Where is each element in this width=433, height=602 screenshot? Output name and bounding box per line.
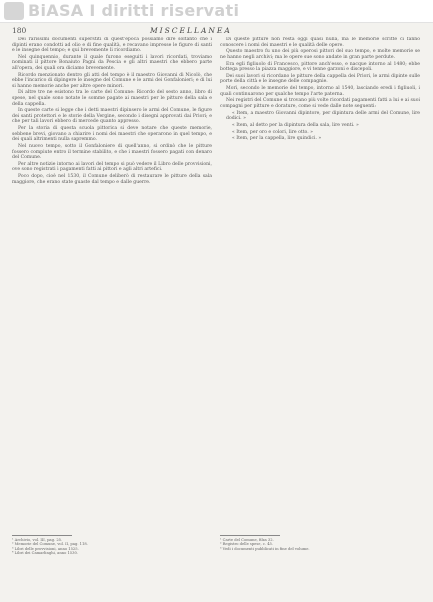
watermark-banner xyxy=(0,0,433,23)
footnote: ⁴ Libri dei Camarlinghi, anno 1530. xyxy=(12,551,79,555)
left-text-column xyxy=(12,37,212,531)
paragraph: Poco dopo, cioè nel 1530, il Comune deliberò di restaurare le pitture della sala maggiore, che erano state guaste dal tempo e dalle guerre. xyxy=(12,174,212,185)
footnote-rule xyxy=(220,535,280,536)
right-footnotes xyxy=(220,535,420,551)
paragraph: « Item, a maestro Giovanni dipintore, per dipintura delle armi del Comune, lire dodici. » xyxy=(226,110,420,122)
paragraph: Di altre tre ne esistono tra le carte del Comune: Ricordo del sesto anno, libro di spese, nel quale sono notate le somme pagate ai maestri per le pitture della sala e della cappella. xyxy=(12,90,212,107)
paragraph: Nel nuovo tempo, sotto il Gonfaloniere di quell'anno, si ordinò che le pitture fossero compiute entro il termine stabilito, e che i maestri fossero pagati con denaro del Comune. xyxy=(12,143,212,161)
footnote: ² Registro delle spese, c. 45. xyxy=(220,542,274,546)
paragraph: « Item, al detto per la dipintura della sala, lire venti. » xyxy=(232,122,359,128)
paragraph: Nei registri del Comune si trovano più volte ricordati pagamenti fatti a lui e ai suoi compagni per pitture e dorature, come si vede dalle note seguenti: xyxy=(220,98,420,109)
footnote: ³ Libri delle provvisioni, anno 1525. xyxy=(12,546,79,551)
paragraph: In queste carte si legge che i detti maestri dipinsero le armi del Comune, le figure dei santi protettori e le storie della Vergine, secondo i disegni approvati dai Priori; e che per tali lavori ebbero di mercede quanto appresso. xyxy=(12,108,212,125)
footnote: ¹ Archivio, vol. III, pag. 25. xyxy=(12,537,63,542)
footnote: ¹ Carte del Comune, filza 32. xyxy=(220,537,274,542)
running-title: MISCELLANEA xyxy=(150,26,232,35)
biasa-logo-icon xyxy=(4,2,24,20)
right-text-column xyxy=(220,37,420,531)
paragraph: Di queste pitture non resta oggi quasi nulla, ma le memorie scritte ci fanno conoscere i nomi dei maestri e le qualità delle opere. xyxy=(220,37,420,48)
footnote: ² Memorie del Comune, vol. II, pag. 118. xyxy=(12,542,88,546)
paragraph: Per altre notizie intorno ai lavori del tempo si può vedere il Libro delle provvisioni, ove sono registrati i pagamenti fatti ai pittori e agli altri artefici. xyxy=(12,161,212,173)
paragraph: Ricordo menzionato dentro gli atti del tempo è il maestro Giovanni di Nicolò, che ebbe l'incarico di dipingere le insegne del Comune e le armi dei Gonfalonieri; e di lui si hanno memorie anche per altre opere minori. xyxy=(12,72,212,89)
paragraph: Questo maestro fu uno dei più operosi pittori del suo tempo, e molte memorie se ne hanno negli archivi; ma le opere sue sono andate in gran parte perdute. xyxy=(220,49,420,60)
paragraph: Per la storia di questa scuola pittorica si deve notare che queste memorie, sebbene brevi, giovano a chiarire i nomi dei maestri che operarono in quel tempo, e dei quali altrimenti nulla sapremmo. xyxy=(12,126,212,143)
paragraph: « Item, per oro e colori, lire otto. » xyxy=(232,129,313,135)
paragraph: Dei suoi lavori si ricordano le pitture della cappella dei Priori, le armi dipinte sulle porte della città e le insegne delle compagnie. xyxy=(220,73,420,85)
left-footnotes xyxy=(12,535,212,556)
paragraph: Morì, secondo le memorie del tempo, intorno al 1540, lasciando eredi i figliuoli, i quali continuarono per qualche tempo l'arte paterna. xyxy=(220,86,420,97)
footnote-rule xyxy=(12,535,72,536)
paragraph: Dei rarissimi documenti superstiti di quest'epoca possiamo dire soltanto che i dipinti erano condotti ad olio e di fine qualità, e recavano impresse le figure di santi e le insegne del tempo; e qui brevemente li ricordiamo. xyxy=(12,37,212,54)
footnote: ³ Vedi i documenti pubblicati in fine del volume. xyxy=(220,546,310,551)
watermark-text: BiASA I diritti riservati xyxy=(28,1,240,20)
paragraph: Era egli figliuolo di Francesco, pittore anch'esso, e nacque intorno al 1480; ebbe bottega presso la piazza maggiore, e vi tenne garzoni e discepoli. xyxy=(220,61,420,73)
paragraph: Nel quinquennio, durante il quale furono eseguiti i lavori ricordati, troviamo nominati il pittore Bonaiuto Pagni da Pescia e gli altri maestri che ebbero parte all'opera, dei quali ora diciamo brevemente. xyxy=(12,54,212,71)
page-number: 180 xyxy=(12,26,27,35)
paragraph: « Item, per la cappella, lire quindici. » xyxy=(232,136,322,142)
